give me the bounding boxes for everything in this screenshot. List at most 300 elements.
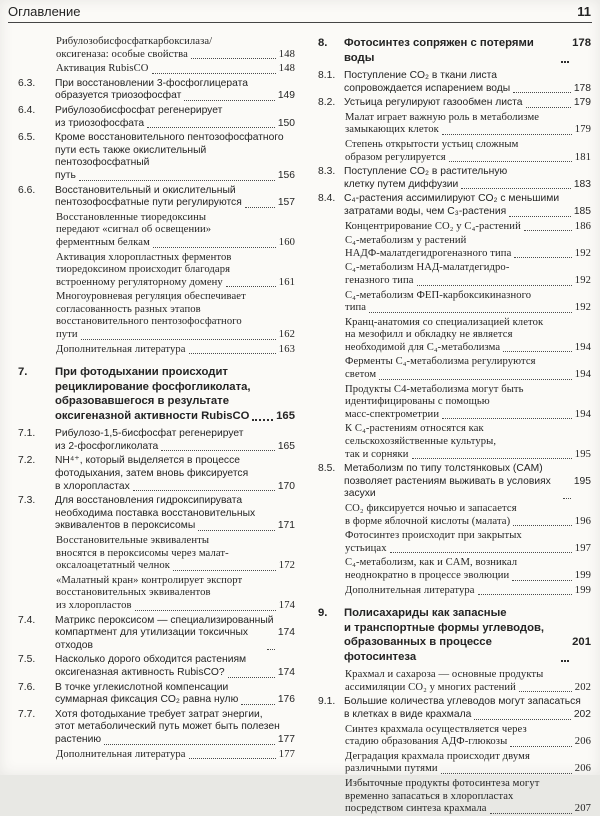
toc-entry <box>18 495 295 533</box>
entry-title-line <box>55 694 295 707</box>
entry-title-line <box>345 570 591 583</box>
dot-leader <box>390 552 572 553</box>
entry-page-number: 165 <box>277 440 295 452</box>
entry-title-line <box>344 635 591 664</box>
entry-page-number: 148 <box>278 63 295 75</box>
entry-title-line: Большие количества углеводов могут запасаться <box>344 696 581 708</box>
dot-leader <box>267 649 275 650</box>
entry-title-line: и транспортные формы углеводов, <box>344 621 545 634</box>
dot-leader <box>442 418 572 419</box>
toc-entry <box>318 530 591 555</box>
dot-leader <box>513 92 571 93</box>
entry-body <box>345 221 591 234</box>
entry-title-line <box>344 83 591 96</box>
entry-title-line: Избыточные продукты фотосинтеза могут <box>345 777 540 789</box>
dot-leader <box>228 677 275 678</box>
entry-title-line: рециклирование фосфогликолата, <box>55 380 251 393</box>
entry-page-number: 174 <box>277 666 295 678</box>
entry-title-line: пути есть также окислительный пентозофосфатный <box>55 144 207 169</box>
entry-number: 9.1. <box>318 696 336 708</box>
entry-title-line <box>55 734 295 747</box>
entry-page-number: 195 <box>573 475 591 487</box>
entry-page-number: 206 <box>574 736 591 748</box>
entry-title-line: фотодыхания, затем вновь фиксируется <box>55 468 249 480</box>
entry-body <box>55 105 295 130</box>
dot-leader <box>226 286 276 287</box>
dot-leader <box>510 746 571 747</box>
entry-body <box>345 356 591 381</box>
dot-leader <box>417 285 572 286</box>
entry-title-line: Насколько дорого обходится растениям <box>55 654 247 666</box>
entry-number: 7.5. <box>18 654 36 666</box>
entry-body <box>344 70 591 95</box>
toc-entry <box>318 235 591 260</box>
entry-title-line: Кроме восстановительного пентозофосфатного <box>55 132 284 144</box>
entry-body <box>55 428 295 453</box>
entry-number: 9. <box>318 607 328 620</box>
entry-title-text: в клетках в виде крахмала <box>344 708 472 720</box>
entry-title-text: Дополнительная литература <box>56 343 186 355</box>
entry-title-line: согласованность разных этапов <box>56 303 201 315</box>
entry-title-line: Восстановленные тиоредоксины <box>56 211 207 223</box>
entry-title-line <box>344 476 591 501</box>
dot-leader <box>147 127 275 128</box>
entry-title-line: NH⁴⁺, который выделяется в процессе <box>55 455 240 467</box>
entry-title-text: светом <box>345 369 377 381</box>
toc-entry <box>318 112 591 137</box>
entry-title-line: Для восстановления гидроксипирувата <box>55 495 243 507</box>
entry-title-line: «Малатный кран» контролирует экспорт <box>56 574 243 586</box>
entry-title-line: C₄-метаболизм, как и CAM, возникал <box>345 557 518 569</box>
toc-entry <box>318 585 591 598</box>
toc-entry <box>18 535 295 573</box>
toc-entry <box>18 428 295 453</box>
toc-entry <box>318 139 591 164</box>
entry-page-number: 176 <box>277 694 295 706</box>
entry-number: 7.4. <box>18 614 36 626</box>
entry-body <box>56 36 295 61</box>
dot-leader <box>561 61 569 63</box>
entry-title-line <box>56 49 295 62</box>
entry-body <box>56 252 295 290</box>
entry-body <box>345 423 591 461</box>
entry-body <box>56 749 295 762</box>
dot-leader <box>135 610 276 611</box>
entry-title-line <box>55 481 295 494</box>
entry-body <box>55 654 295 679</box>
entry-title-line <box>55 627 295 652</box>
entry-title-text: Концентрирование CO₂ у C₄-растений <box>345 220 521 232</box>
entry-title-text: встроенному регуляторному домену <box>56 276 223 288</box>
entry-page-number: 179 <box>573 97 591 109</box>
entry-number: 7.7. <box>18 708 36 720</box>
dot-leader <box>563 498 571 499</box>
toc-entry <box>18 749 295 762</box>
entry-page-number: 178 <box>573 82 591 94</box>
entry-title-line: C₄-метаболизм НАД-малатдегидро- <box>345 262 510 274</box>
entry-title-line <box>345 736 591 749</box>
entry-number: 8.2. <box>318 97 336 109</box>
entry-title-line: Рибулозобисфосфат регенерирует <box>55 104 223 116</box>
dot-leader <box>412 458 572 459</box>
entry-title-line: на мезофилл и обкладку не является <box>345 329 513 341</box>
entry-title-text: оксигеназа: особые свойства <box>56 48 188 60</box>
entry-body <box>345 669 591 694</box>
entry-title-line: К C₄-растениям относятся как <box>345 423 484 435</box>
entry-title-text: неоднократно в процессе эволюции <box>345 569 510 581</box>
dot-leader <box>152 73 276 74</box>
entry-body <box>345 530 591 555</box>
entry-page-number: 197 <box>574 542 591 554</box>
toc-entry <box>18 63 295 76</box>
entry-title-text: типа <box>345 302 367 314</box>
entry-title-line: Степень открытости устьиц сложным <box>345 138 519 150</box>
entry-title-line <box>56 329 295 342</box>
entry-title-line: CO₂ фиксируется ночью и запасается <box>345 503 517 514</box>
entry-title-line <box>345 302 591 315</box>
entry-title-text: ферментным белкам <box>56 236 150 248</box>
toc-entry <box>318 384 591 422</box>
entry-title-text: из триозофосфата <box>55 117 145 129</box>
toc-entry <box>18 575 295 613</box>
entry-title-text: суммарная фиксация CO₂ равна нулю <box>55 694 239 706</box>
entry-title-line: Хотя фотодыхание требует затрат энергии, <box>55 708 263 720</box>
entry-page-number: 194 <box>574 369 591 381</box>
toc-entry <box>318 696 591 721</box>
entry-page-number: 199 <box>574 569 591 581</box>
entry-title-line <box>56 237 295 250</box>
dot-leader <box>561 660 569 662</box>
entry-number: 7.1. <box>18 428 36 440</box>
toc-entry <box>318 97 591 110</box>
entry-title-text: клетку путем диффузии <box>344 178 459 190</box>
entry-page-number: 186 <box>574 220 591 232</box>
entry-page-number: 148 <box>278 48 295 60</box>
entry-title-text: эквивалентов в пероксисомы <box>55 520 196 532</box>
entry-title-line <box>345 369 591 382</box>
entry-title-line <box>345 543 591 556</box>
toc-entry <box>318 557 591 582</box>
entry-body <box>55 709 295 747</box>
entry-title-line <box>56 63 295 76</box>
entry-title-line: Восстановительные эквиваленты <box>56 535 210 546</box>
toc-column-left <box>18 36 295 771</box>
entry-body <box>55 682 295 707</box>
entry-body <box>55 495 295 533</box>
entry-title-line: образовавшегося в результате <box>55 395 229 408</box>
entry-body <box>56 535 295 573</box>
entry-number: 8.5. <box>318 463 336 475</box>
entry-title-line <box>56 344 295 357</box>
dot-leader <box>524 230 572 231</box>
entry-number: 8.1. <box>318 70 336 81</box>
dot-leader <box>474 719 570 720</box>
entry-title-text: в форме яблочной кислоты (малата) <box>345 515 511 527</box>
entry-title-line <box>56 749 295 762</box>
dot-leader <box>503 351 572 352</box>
entry-body <box>345 384 591 422</box>
toc-entry <box>18 615 295 653</box>
entry-title-line <box>55 409 295 424</box>
entry-title-text: оксигеназной активности RubisCO <box>55 409 250 422</box>
dot-leader <box>513 525 572 526</box>
entry-title-line: Фотосинтез происходит при закрытых <box>345 530 522 542</box>
entry-number: 6.3. <box>18 77 36 89</box>
entry-title-line: этот метаболический путь может быть полезен <box>55 721 280 733</box>
toc-entry <box>18 78 295 103</box>
toc-entry <box>18 291 295 341</box>
toc-column-right <box>318 36 591 815</box>
entry-title-line <box>345 342 591 355</box>
entry-title-text: растению <box>55 733 102 745</box>
dot-leader <box>449 161 572 162</box>
entry-page-number: 179 <box>574 124 591 136</box>
dot-leader <box>526 107 571 108</box>
toc-entry <box>18 682 295 707</box>
entry-page-number: 202 <box>573 708 591 720</box>
entry-body <box>55 185 295 210</box>
dot-leader <box>461 188 571 189</box>
entry-body <box>55 455 295 493</box>
toc-entry <box>318 423 591 461</box>
entry-number: 6.6. <box>18 184 36 196</box>
entry-title-line <box>344 179 591 192</box>
toc-entry <box>318 262 591 287</box>
entry-page-number: 171 <box>277 520 295 532</box>
dot-leader <box>198 530 275 531</box>
toc-entry <box>18 455 295 493</box>
entry-title-line: Метаболизм по типу толстянковых (CAM) <box>344 463 543 475</box>
entry-title-line <box>345 248 591 261</box>
toc-entry <box>18 344 295 357</box>
entry-title-line <box>345 803 591 816</box>
entry-title-line <box>56 600 295 613</box>
entry-title-text: Дополнительная литература <box>56 748 186 760</box>
entry-page-number: 192 <box>574 274 591 286</box>
entry-body <box>55 365 295 423</box>
toc-entry <box>318 669 591 694</box>
entry-body <box>56 291 295 341</box>
entry-title-line: При восстановлении 3-фосфоглицерата <box>55 77 248 89</box>
dot-leader <box>509 216 571 217</box>
entry-title-line: При фотодыхании происходит <box>55 366 228 379</box>
entry-title-text: Дополнительная литература <box>345 584 475 596</box>
dot-leader <box>79 180 275 181</box>
toc-entry <box>18 654 295 679</box>
entry-page-number: 170 <box>277 480 295 492</box>
entry-title-line <box>345 409 591 422</box>
entry-body <box>345 317 591 355</box>
toc-entry <box>18 132 295 182</box>
entry-body <box>345 112 591 137</box>
entry-title-line <box>55 197 295 210</box>
entry-title-line <box>344 709 591 722</box>
entry-page-number: 194 <box>574 408 591 420</box>
entry-title-text: оксигеназная активность RubisCO? <box>55 666 225 678</box>
toc-entry <box>318 751 591 776</box>
entry-title-line: восстановительного пентозофосфатного <box>56 316 242 328</box>
toc-entry <box>318 70 591 95</box>
entry-title-line <box>344 36 591 65</box>
dot-leader <box>191 58 276 59</box>
toc-entry <box>318 463 591 501</box>
entry-page-number: 160 <box>278 236 295 248</box>
entry-title-text: позволяет растениям выживать в условиях засухи <box>344 475 551 500</box>
entry-number: 8. <box>318 37 328 49</box>
entry-page-number: 183 <box>573 178 591 190</box>
entry-title-line <box>55 118 295 131</box>
entry-title-line: идентифицированы с помощью <box>345 396 490 408</box>
toc-entry <box>18 252 295 290</box>
entry-title-line: вносятся в пероксисомы через малат- <box>56 547 229 559</box>
page-number: 11 <box>577 4 591 19</box>
entry-title-text: НАДФ-малатдегидрогеназного типа <box>345 247 512 259</box>
entry-page-number: 196 <box>574 515 591 527</box>
entry-title-text: необходимой для C₄-метаболизма <box>345 341 501 353</box>
entry-title-line <box>345 516 591 529</box>
toc-entry <box>318 166 591 191</box>
entry-title-line: Рибулозо-1,5-бисфосфат регенерирует <box>55 428 244 440</box>
entry-page-number: 161 <box>278 276 295 288</box>
entry-title-line: Полисахариды как запасные <box>344 607 507 620</box>
dot-leader <box>519 691 572 692</box>
entry-page-number: 178 <box>572 37 591 49</box>
entry-title-line: необходима поставка восстановительных <box>55 507 256 519</box>
toc-entry <box>18 212 295 250</box>
entry-title-line: Поступление CO₂ в растительную <box>344 166 508 178</box>
entry-title-line <box>344 206 591 219</box>
toc-entry <box>318 778 591 816</box>
toc-entry <box>18 105 295 130</box>
entry-page-number: 195 <box>574 448 591 460</box>
dot-leader <box>189 758 276 759</box>
entry-title-line: C₄-метаболизм ФЕП-карбоксикиназного <box>345 289 532 301</box>
dot-leader <box>369 312 572 313</box>
entry-title-line <box>344 97 591 110</box>
entry-title-line: Продукты C4-метаболизма могут быть <box>345 383 524 395</box>
entry-page-number: 156 <box>277 169 295 181</box>
entry-title-line: Матрикс пероксисом — специализированный <box>55 614 274 626</box>
entry-page-number: 177 <box>277 733 295 745</box>
entry-body <box>344 463 591 501</box>
entry-title-line <box>345 763 591 776</box>
entry-title-text: образом регулируется <box>345 151 446 163</box>
entry-title-text: из 2-фосфогликолата <box>55 440 159 452</box>
entry-title-line: Поступление CO₂ в ткани листа <box>344 70 497 81</box>
entry-number: 6.4. <box>18 104 36 116</box>
dot-leader <box>442 134 572 135</box>
entry-body <box>344 606 591 664</box>
entry-body <box>345 235 591 260</box>
entry-title-text: стадию образования АДФ-глюкозы <box>345 736 508 748</box>
entry-title-text: Активация RubisCO <box>56 63 149 75</box>
entry-title-text: компартмент для утилизации токсичных отходов <box>55 627 249 651</box>
entry-title-line: Многоуровневая регуляция обеспечивает <box>56 291 246 303</box>
entry-title-text: замыкающих клеток <box>345 124 439 136</box>
dot-leader <box>104 744 275 745</box>
entry-number: 7. <box>18 366 28 379</box>
toc-entry <box>318 606 591 664</box>
dot-leader <box>512 580 571 581</box>
entry-title-line: тиоредоксином происходит благодаря <box>56 264 231 276</box>
dot-leader <box>173 570 276 571</box>
entry-title-line <box>345 449 591 462</box>
entry-title-line <box>56 560 295 573</box>
dot-leader <box>252 419 273 421</box>
entry-title-line <box>55 441 295 454</box>
dot-leader <box>133 490 275 491</box>
dot-leader <box>153 247 276 248</box>
entry-title-text: так и сорняки <box>345 448 409 460</box>
toc-entry <box>318 317 591 355</box>
entry-body <box>345 290 591 315</box>
entry-title-line: C₄-метаболизм у растений <box>345 235 467 247</box>
entry-title-line: Активация хлоропластных ферментов <box>56 251 232 263</box>
dot-leader <box>379 379 572 380</box>
entry-body <box>344 166 591 191</box>
entry-page-number: 174 <box>277 627 295 639</box>
entry-body <box>344 193 591 218</box>
entry-title-line: передают «сигнал об освещении» <box>56 224 212 236</box>
entry-page-number: 157 <box>277 197 295 209</box>
entry-page-number: 194 <box>574 341 591 353</box>
entry-title-line <box>55 90 295 103</box>
entry-title-line <box>345 221 591 234</box>
page-header-title: Оглавление <box>8 4 81 19</box>
dot-leader <box>184 100 274 101</box>
entry-title-line: Синтез крахмала осуществляется через <box>345 723 527 735</box>
dot-leader <box>514 257 571 258</box>
entry-page-number: 192 <box>574 302 591 314</box>
entry-page-number: 192 <box>574 247 591 259</box>
entry-page-number: 201 <box>572 636 591 649</box>
toc-entry <box>318 724 591 749</box>
entry-number: 7.2. <box>18 455 36 467</box>
entry-number: 6.5. <box>18 132 36 144</box>
toc-entry <box>18 185 295 210</box>
entry-body <box>345 139 591 164</box>
entry-number: 7.3. <box>18 495 36 507</box>
entry-title-line: временно запасаться в хлоропластах <box>345 790 514 802</box>
entry-page-number: 149 <box>277 90 295 102</box>
entry-title-text: оксалоацетатный челнок <box>56 560 171 572</box>
dot-leader <box>189 353 276 354</box>
entry-body <box>344 97 591 110</box>
entry-title-text: образованных в процессе фотосинтеза <box>344 636 492 663</box>
entry-page-number: 177 <box>278 748 295 760</box>
entry-title-line <box>55 520 295 533</box>
entry-number: 8.4. <box>318 193 336 205</box>
toc-columns <box>18 36 591 815</box>
entry-body <box>345 778 591 816</box>
entry-title-line <box>345 124 591 137</box>
toc-entry <box>318 36 591 65</box>
entry-title-text: Фотосинтез сопряжен с потерями воды <box>344 37 534 64</box>
entry-page-number: 150 <box>277 117 295 129</box>
entry-page-number: 202 <box>574 681 591 693</box>
entry-title-text: пентозофосфатные пути регулируются <box>55 197 242 209</box>
entry-title-line: Кранц-анатомия со специализацией клеток <box>345 316 544 328</box>
header-rule <box>8 22 592 23</box>
entry-number: 8.3. <box>318 166 336 178</box>
entry-page-number: 162 <box>278 329 295 341</box>
toc-entry <box>318 503 591 528</box>
entry-title-line <box>345 585 591 598</box>
entry-title-text: сопровождается испарением воды <box>344 82 511 94</box>
entry-title-line: Крахмал и сахароза — основные продукты <box>345 669 544 681</box>
entry-title-text: ассимиляции CO₂ у многих растений <box>345 681 516 693</box>
entry-title-text: пути <box>56 329 78 341</box>
